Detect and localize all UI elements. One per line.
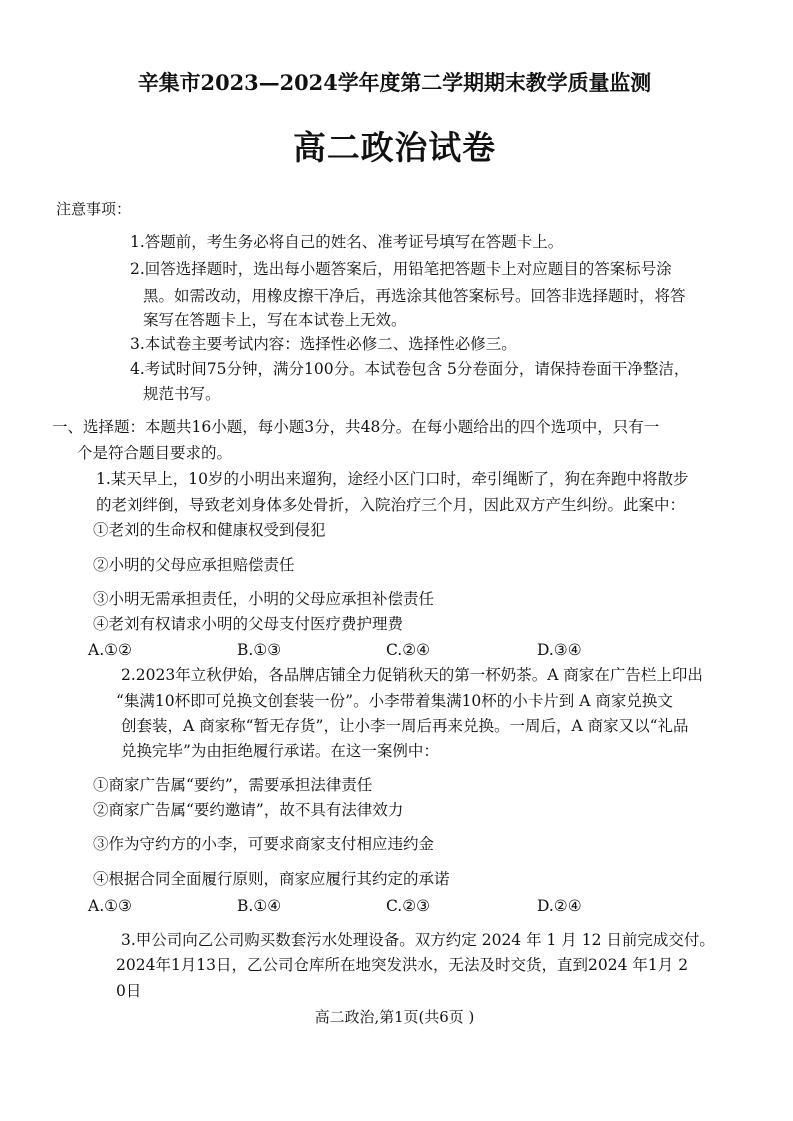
q1-statement-3: ③小明无需承担责任，小明的父母应承担补偿责任: [93, 590, 435, 608]
q2-stem-line: “集满10杯即可兑换文创套装一份”。小李带着集满10杯的小卡片到 A 商家兑换文: [116, 692, 673, 710]
q1-option-b[interactable]: B.①③: [237, 641, 282, 659]
q1-stem-line: 的老刘绊倒，导致老刘身体多处骨折，入院治疗三个月，因此双方产生纠纷。此案中：: [96, 496, 686, 514]
q2-statement-2: ②商家广告属“要约邀请”，故不具有法律效力: [93, 801, 404, 819]
q2-option-a[interactable]: A.①③: [88, 897, 132, 915]
q2-option-b[interactable]: B.①④: [237, 897, 282, 915]
page-title: 高二政治试卷: [293, 128, 497, 167]
q3-stem-line: 3.甲公司向乙公司购买数套污水处理设备。双方约定 2024 年 1 月 12 日前完成交付。: [121, 931, 715, 949]
q2-option-d[interactable]: D.②④: [537, 897, 582, 915]
q1-stem-line: 1.某天早上，10岁的小明出来遛狗，途经小区门口时，牵引绳断了，狗在奔跑中将散步: [96, 470, 689, 488]
section-heading-cont: 个是符合题目要求的。: [77, 444, 233, 462]
q1-option-d[interactable]: D.③④: [537, 641, 582, 659]
notice-item-3: 3.本试卷主要考试内容：选择性必修二、选择性必修三。: [130, 335, 517, 353]
q1-statement-2: ②小明的父母应承担赔偿责任: [93, 556, 295, 574]
notice-item-2-cont2: 案写在答题卡上，写在本试卷上无效。: [143, 311, 407, 329]
q1-option-a[interactable]: A.①②: [88, 641, 132, 659]
q1-statement-4: ④老刘有权请求小明的父母支付医疗费护理费: [93, 615, 404, 633]
section-heading: 一、选择题：本题共16小题，每小题3分，共48分。在每小题给出的四个选项中，只有一: [52, 418, 660, 436]
q2-option-c[interactable]: C.②③: [386, 897, 431, 915]
q3-stem-line: 0日: [116, 982, 142, 1000]
q2-statement-1: ①商家广告属“要约”，需要承担法律责任: [93, 776, 373, 794]
q2-statement-4: ④根据合同全面履行原则，商家应履行其约定的承诺: [93, 870, 450, 888]
q2-statement-3: ③作为守约方的小李，可要求商家支付相应违约金: [93, 835, 435, 853]
notice-item-2: 2.回答选择题时，选出每小题答案后，用铅笔把答题卡上对应题目的答案标号涂: [130, 260, 672, 278]
page-footer: 高二政治,第1页(共6页 ): [314, 1008, 475, 1026]
q1-statement-1: ①老刘的生命权和健康权受到侵犯: [93, 521, 326, 539]
notice-item-4-cont: 规范书写。: [143, 385, 221, 403]
notice-item-4: 4.考试时间75分钟，满分100分。本试卷包含 5分卷面分，请保持卷面干净整洁，: [130, 360, 690, 378]
notice-item-1: 1.答题前，考生务必将自己的姓名、准考证号填写在答题卡上。: [130, 233, 564, 251]
notice-item-2-cont: 黑。如需改动，用橡皮擦干净后，再选涂其他答案标号。回答非选择题时，将答: [143, 287, 686, 305]
q2-stem-line: 兑换完毕”为由拒绝履行承诺。在这一案例中：: [121, 742, 439, 760]
q1-option-c[interactable]: C.②④: [386, 641, 431, 659]
exam-subtitle: 辛集市2023—2024学年度第二学期期末教学质量监测: [137, 70, 652, 95]
q2-stem-line: 2.2023年立秋伊始，各品牌店铺全力促销秋天的第一杯奶茶。A 商家在广告栏上印出: [121, 666, 703, 684]
notice-heading: 注意事项：: [56, 200, 132, 218]
q3-stem-line: 2024年1月13日，乙公司仓库所在地突发洪水，无法及时交货，直到2024 年1月 2: [116, 956, 689, 974]
q2-stem-line: 创套装，A 商家称“暂无存货”，让小李一周后再来兑换。一周后，A 商家又以“礼品: [121, 717, 689, 735]
